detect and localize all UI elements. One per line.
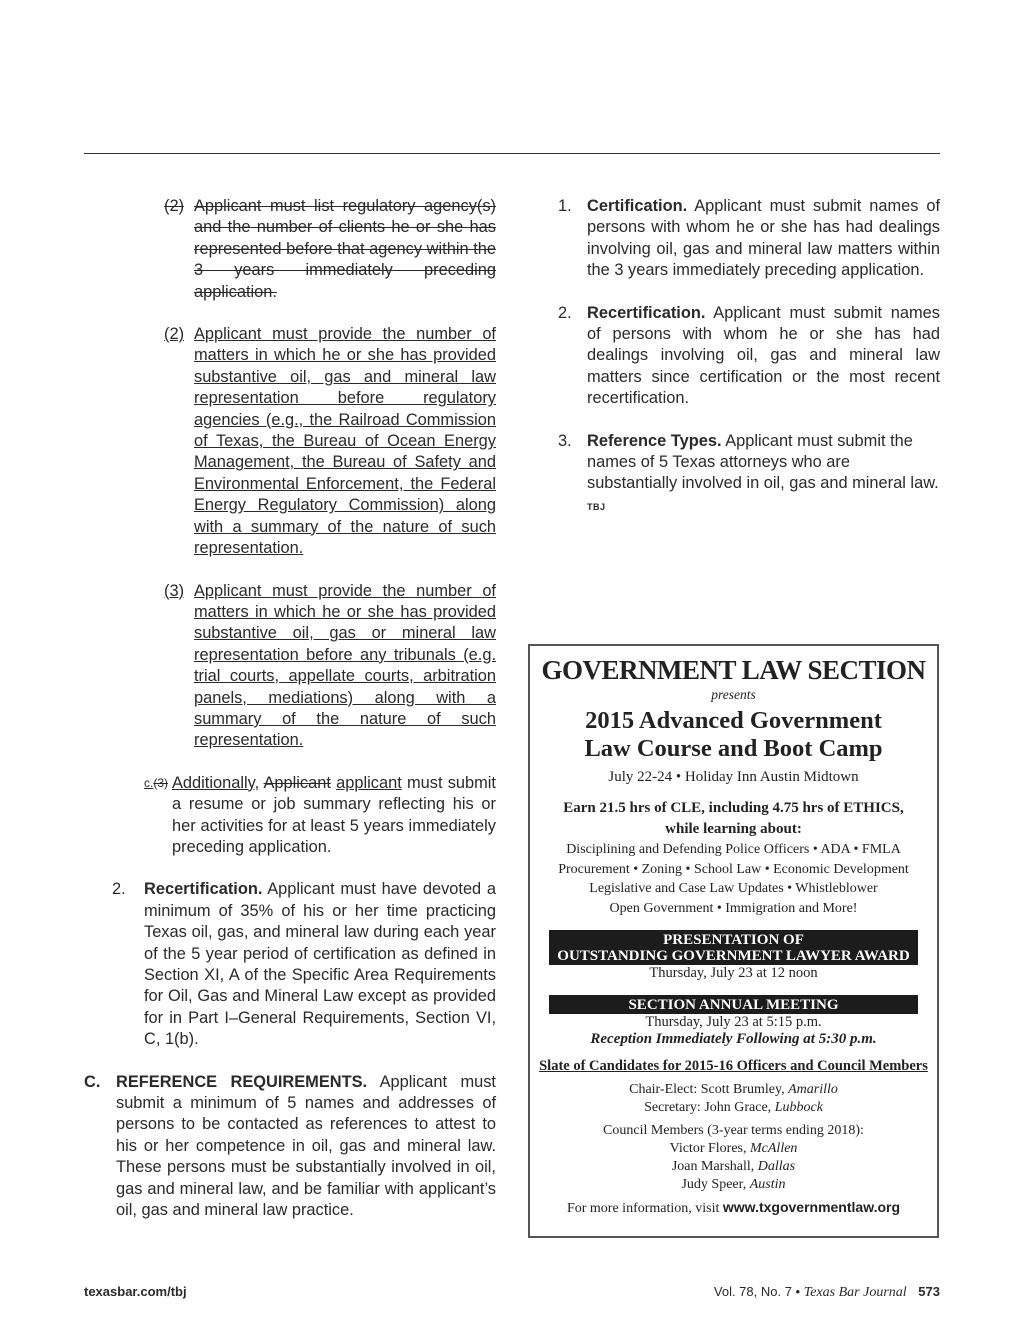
item-body: Applicant must submit names of persons with whom he or she has had dealings involving oil, gas and mineral law matters since certification or the most recent recertification.	[587, 303, 940, 408]
secretary-city: Lubbock	[774, 1100, 823, 1115]
council-heading: Council Members (3-year terms ending 2018):	[603, 1123, 864, 1138]
item-text	[587, 303, 940, 410]
award-banner-line-2: OUTSTANDING GOVERNMENT LAWYER AWARD	[557, 948, 910, 964]
item-2-regulatory	[84, 324, 496, 559]
inserted-word: Additionally,	[172, 773, 260, 792]
award-time: Thursday, July 23 at 12 noon	[649, 965, 818, 981]
item-title: Recertification.	[144, 880, 263, 899]
item-number-old: (3)	[153, 775, 169, 790]
item-number: (2)	[164, 325, 185, 344]
section-title: REFERENCE REQUIREMENTS.	[116, 1072, 368, 1091]
member-city: McAllen	[750, 1141, 798, 1156]
meeting-banner: SECTION ANNUAL MEETING	[549, 995, 918, 1014]
item-text	[172, 773, 496, 859]
footer-site-link[interactable]: texasbar.com/tbj	[84, 1284, 187, 1299]
ad-course-title: 2015 Advanced Government Law Course and Boot Camp	[584, 707, 883, 762]
item-number: 2.	[558, 303, 572, 322]
deleted-word: Applicant	[263, 773, 331, 792]
ad-topic-line: Open Government • Immigration and More!	[609, 900, 858, 916]
chair-elect-city: Amarillo	[788, 1082, 838, 1097]
officers	[530, 1081, 937, 1117]
left-column	[84, 196, 496, 1221]
item-number: (3)	[164, 581, 185, 600]
more-info-text: For more information, visit	[566, 1201, 720, 1216]
tbj-end-mark: TBJ	[587, 501, 606, 512]
certification-item	[556, 196, 940, 282]
page-number: 573	[918, 1284, 940, 1299]
reference-types-item	[556, 431, 940, 519]
header-rule	[84, 153, 940, 154]
council-members	[530, 1122, 937, 1194]
slate-heading: Slate of Candidates for 2015-16 Officers and Council Members	[539, 1058, 928, 1074]
section-letter: C.	[84, 1072, 101, 1091]
more-info	[530, 1199, 937, 1217]
more-info-url[interactable]: www.txgovernmentlaw.org	[722, 1199, 901, 1215]
recertification-item	[84, 879, 496, 1050]
award-banner	[549, 930, 918, 965]
section-body: Applicant must submit a minimum of 5 names and addresses of persons to be contacted as references to attest to his or her competence in oil, gas and mineral law. These persons must be substantially involved in oil, gas and mineral law, and be familiar with applicant’s oil, gas and mineral law practice.	[116, 1072, 496, 1220]
item-number: 2.	[112, 880, 126, 899]
member-name: Victor Flores,	[669, 1141, 747, 1156]
footer-journal: Texas Bar Journal	[803, 1285, 907, 1300]
member-city: Austin	[749, 1177, 786, 1192]
member-name: Judy Speer,	[681, 1177, 747, 1192]
ad-topic-line: Disciplining and Defending Police Officers • ADA • FMLA	[566, 842, 901, 857]
struck-item	[84, 196, 496, 303]
ad-earn-cle: Earn 21.5 hrs of CLE, including 4.75 hrs of ETHICS, while learning about:	[563, 800, 904, 837]
item-body: Applicant must submit the names of 5 Texas attorneys who are substantially involved in oil, gas and mineral law.	[587, 431, 939, 493]
item-text: Applicant must provide the number of matters in which he or she has provided substantive oil, gas and mineral law representation before regulatory agencies (e.g., the Railroad Commission of Texas, the Bureau of Ocean Energy Management, the Bureau of Safety and Environmental Enforcement, the Federal Energy Regulatory Commission) along with a summary of the nature of such representation.	[194, 325, 496, 558]
item-title: Certification.	[587, 197, 688, 215]
item-number: (2)	[164, 197, 185, 215]
ad-topics	[530, 840, 937, 918]
ad-presents: presents	[711, 687, 756, 702]
council-member	[530, 1158, 937, 1176]
item-text	[587, 431, 940, 519]
reference-requirements	[84, 1072, 496, 1222]
recertification-item	[556, 303, 940, 410]
council-member	[530, 1176, 937, 1194]
item-body: Applicant must submit names of persons with whom he or she has had dealings involving oil, gas and mineral law matters within the 3 years immediately preceding application.	[587, 197, 940, 280]
right-column	[556, 196, 940, 518]
item-c-resume	[84, 773, 496, 859]
member-city: Dallas	[757, 1159, 796, 1174]
item-title: Recertification.	[587, 303, 706, 322]
item-title: Reference Types.	[587, 431, 722, 450]
chair-elect	[530, 1081, 937, 1099]
meeting-time: Thursday, July 23 at 5:15 p.m.	[645, 1014, 822, 1030]
item-text: Applicant must list regulatory agency(s) and the number of clients he or she has represented before that agency within the 3 years immediately preceding application.	[194, 197, 496, 301]
item-number-new: c.	[144, 775, 154, 790]
item-number	[84, 773, 172, 859]
item-rest: must submit a resume or job summary reflecting his or her activities for at least 5 years immediately preceding application.	[172, 773, 496, 856]
item-text	[144, 879, 496, 1050]
government-law-section-ad	[528, 644, 939, 1238]
secretary	[530, 1099, 937, 1117]
item-body: Applicant must have devoted a minimum of 35% of his or her time practicing Texas oil, gas, and mineral law during each year of the 5 year period of certification as defined in Section XI, A of the Specific Area Requirements for Oil, Gas and Mineral Law except as provided for in Part I–General Requirements, Section VI, C, 1(b).	[144, 880, 496, 1049]
footer-issue	[714, 1284, 940, 1301]
item-text	[587, 196, 940, 282]
item-text	[116, 1072, 496, 1222]
council-member	[530, 1140, 937, 1158]
item-number: 3.	[558, 431, 572, 450]
award-banner-line-1: PRESENTATION OF	[663, 932, 804, 948]
item-number: 1.	[558, 197, 572, 215]
member-name: Joan Marshall,	[671, 1159, 755, 1174]
ad-topic-line: Legislative and Case Law Updates • Whistleblower	[589, 881, 878, 896]
reception-note: Reception Immediately Following at 5:30 p.m.	[590, 1031, 877, 1047]
secretary-name: Secretary: John Grace,	[644, 1100, 772, 1115]
inserted-word-2: applicant	[336, 773, 402, 792]
chair-elect-name: Chair-Elect: Scott Brumley,	[629, 1082, 785, 1097]
ad-section-title: GOVERNMENT LAW SECTION	[541, 655, 926, 685]
ad-topic-line: Procurement • Zoning • School Law • Economic Development	[558, 861, 909, 877]
item-text: Applicant must provide the number of matters in which he or she has provided substantive oil, gas or mineral law representation before any tribunals (e.g. trial courts, appellate courts, arbitration panels, mediations) along with a summary of the nature of such representation.	[194, 581, 496, 750]
footer-volume: Vol. 78, No. 7 •	[713, 1284, 801, 1299]
item-3-tribunals	[84, 581, 496, 752]
ad-dates: July 22-24 • Holiday Inn Austin Midtown	[608, 769, 859, 785]
